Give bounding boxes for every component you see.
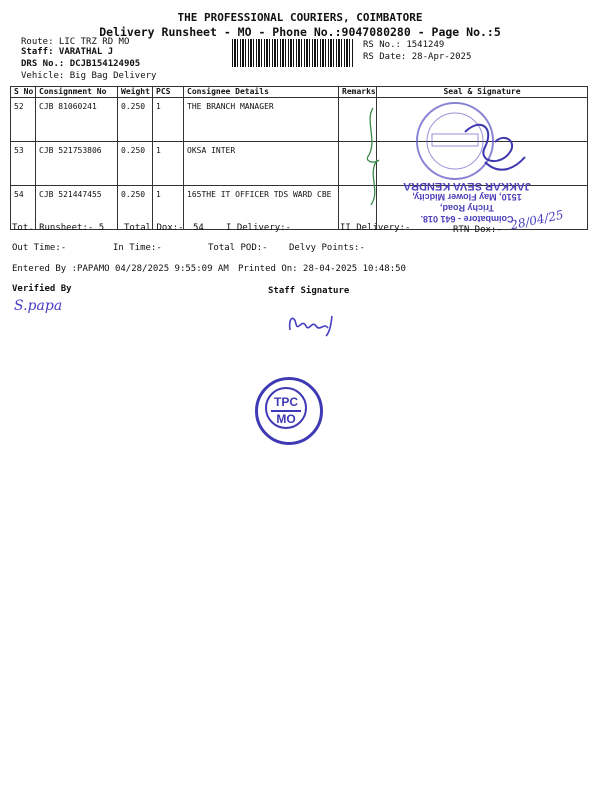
delvy-points: Delvy Points:-	[289, 243, 365, 253]
total-runsheet: Tot. Runsheet:- 5	[12, 223, 105, 233]
seal-line: Trichy Road,	[440, 203, 495, 213]
cell: 165THE IT OFFICER TDS WARD CBE	[184, 186, 339, 230]
tpc-stamp-top: TPC	[274, 395, 298, 409]
cell: 1	[153, 186, 184, 230]
verified-signature: S.papa	[14, 298, 63, 314]
receiver-signature	[455, 112, 535, 182]
cell: THE BRANCH MANAGER	[184, 98, 339, 142]
verified-by-label: Verified By	[12, 284, 72, 294]
cell: CJB 81060241	[36, 98, 118, 142]
seal-line: 1510, May Flower Midcity,	[412, 192, 522, 202]
total-pod: Total POD:-	[208, 243, 268, 253]
tpc-stamp-bottom: MO	[271, 410, 301, 426]
col-header: Seal & Signature	[377, 87, 588, 98]
route-text: Route: LIC TRZ RD MO	[21, 37, 130, 47]
cell: 1	[153, 98, 184, 142]
company-title: THE PROFESSIONAL COURIERS, COIMBATORE	[177, 11, 423, 24]
barcode	[232, 39, 354, 67]
staff-signature	[284, 308, 344, 338]
staff-signature-label: Staff Signature	[268, 286, 350, 296]
seal-line: JAKKAR SEVA KENDRA	[403, 180, 531, 192]
handwritten-date: 28/04/25	[509, 207, 565, 233]
col-header: S No	[11, 87, 36, 98]
remarks-check-marks	[355, 100, 395, 210]
cell: 0.250	[118, 98, 153, 142]
col-header: Consignee Details	[184, 87, 339, 98]
rs-date: RS Date: 28-Apr-2025	[363, 52, 472, 62]
drs-number: DRS No.: DCJB154124905	[21, 59, 141, 69]
ii-delivery: II Delivery:-	[340, 223, 411, 233]
in-time: In Time:-	[113, 243, 162, 253]
cell: 1	[153, 142, 184, 186]
total-dox-value: 54	[193, 223, 204, 233]
entered-by: Entered By :PAPAMO 04/28/2025 9:55:09 AM	[12, 264, 229, 274]
cell: CJB 521447455	[36, 186, 118, 230]
cell: 0.250	[118, 186, 153, 230]
col-header: Remarks	[339, 87, 377, 98]
printed-on: Printed On: 28-04-2025 10:48:50	[238, 264, 406, 274]
rtn-dox: RTN Dox:-	[453, 225, 502, 235]
cell: 53	[11, 142, 36, 186]
col-header: PCS	[153, 87, 184, 98]
col-header: Consignment No	[36, 87, 118, 98]
cell: 54	[11, 186, 36, 230]
total-dox-label: Total Dox:-	[124, 223, 184, 233]
vehicle-text: Vehicle: Big Bag Delivery	[21, 71, 157, 81]
cell: 52	[11, 98, 36, 142]
cell: OKSA INTER	[184, 142, 339, 186]
out-time: Out Time:-	[12, 243, 67, 253]
i-delivery: I Delivery:-	[226, 223, 292, 233]
cell: 0.250	[118, 142, 153, 186]
staff-text: Staff: VARATHAL J	[21, 47, 114, 57]
col-header: Weight	[118, 87, 153, 98]
tpc-mo-stamp	[255, 377, 323, 445]
table-header-row	[11, 87, 588, 98]
seal-line: Coimbatore - 641 018.	[420, 214, 514, 224]
rs-number: RS No.: 1541249	[363, 40, 445, 50]
runsheet-subtitle: Delivery Runsheet - MO - Phone No.:9047080280 - Page No.:5	[99, 25, 501, 39]
cell: CJB 521753806	[36, 142, 118, 186]
